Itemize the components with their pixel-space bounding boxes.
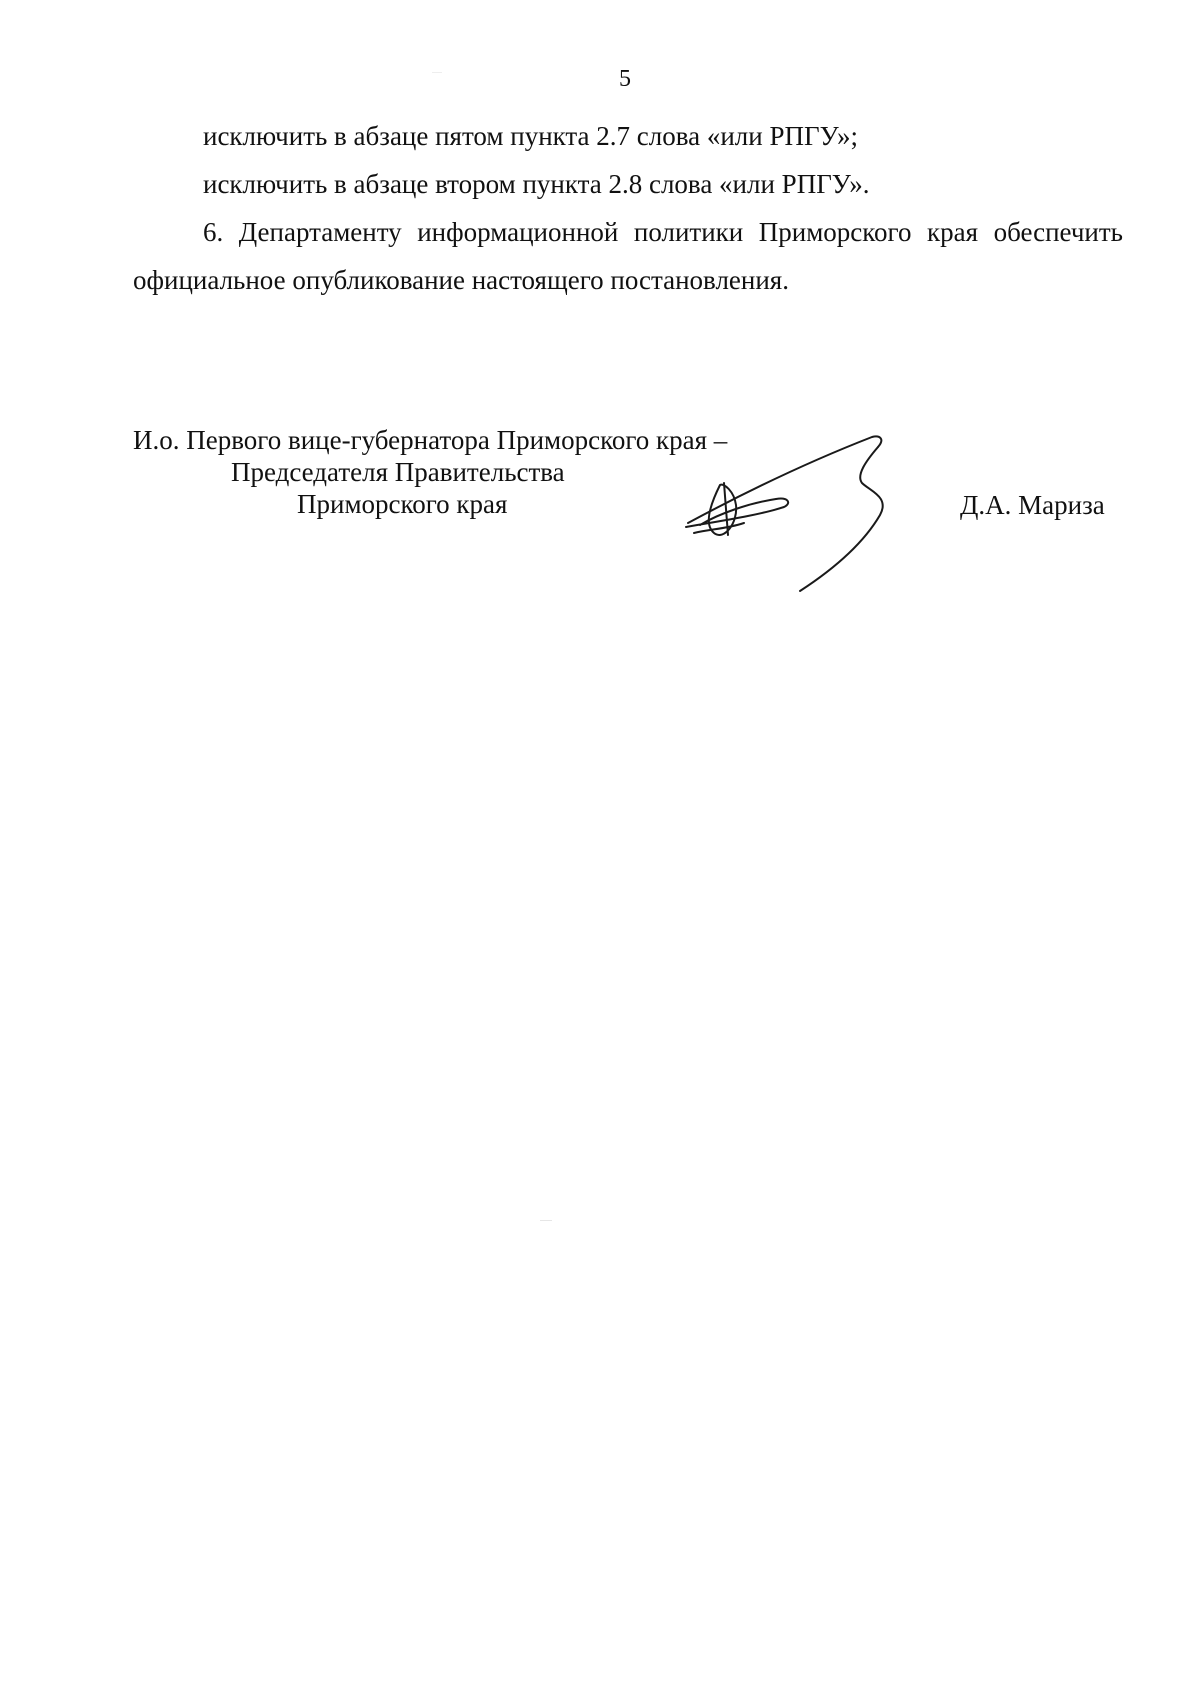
signer-name: Д.А. Мариза [960,490,1105,520]
position-line-3: Приморского края [297,489,508,519]
handwritten-signature [680,425,940,595]
paragraph-6-publication: 6. Департаменту информационной политики Приморского края обеспечить официальное опубликование настоящего постановления. [133,217,1123,295]
position-line-2: Председателя Правительства [231,457,565,487]
paragraph-2-7: исключить в абзаце пятом пункта 2.7 слова «или РПГУ»; [203,121,859,151]
document-body [133,112,1123,304]
signature-position-block [133,424,727,520]
position-line-1: И.о. Первого вице-губернатора Приморского края – [133,425,728,455]
paragraph-2-8: исключить в абзаце втором пункта 2.8 слова «или РПГУ». [203,169,870,199]
scan-artifact [540,1220,552,1221]
signature-icon [680,425,940,595]
page-number: 5 [619,66,631,92]
